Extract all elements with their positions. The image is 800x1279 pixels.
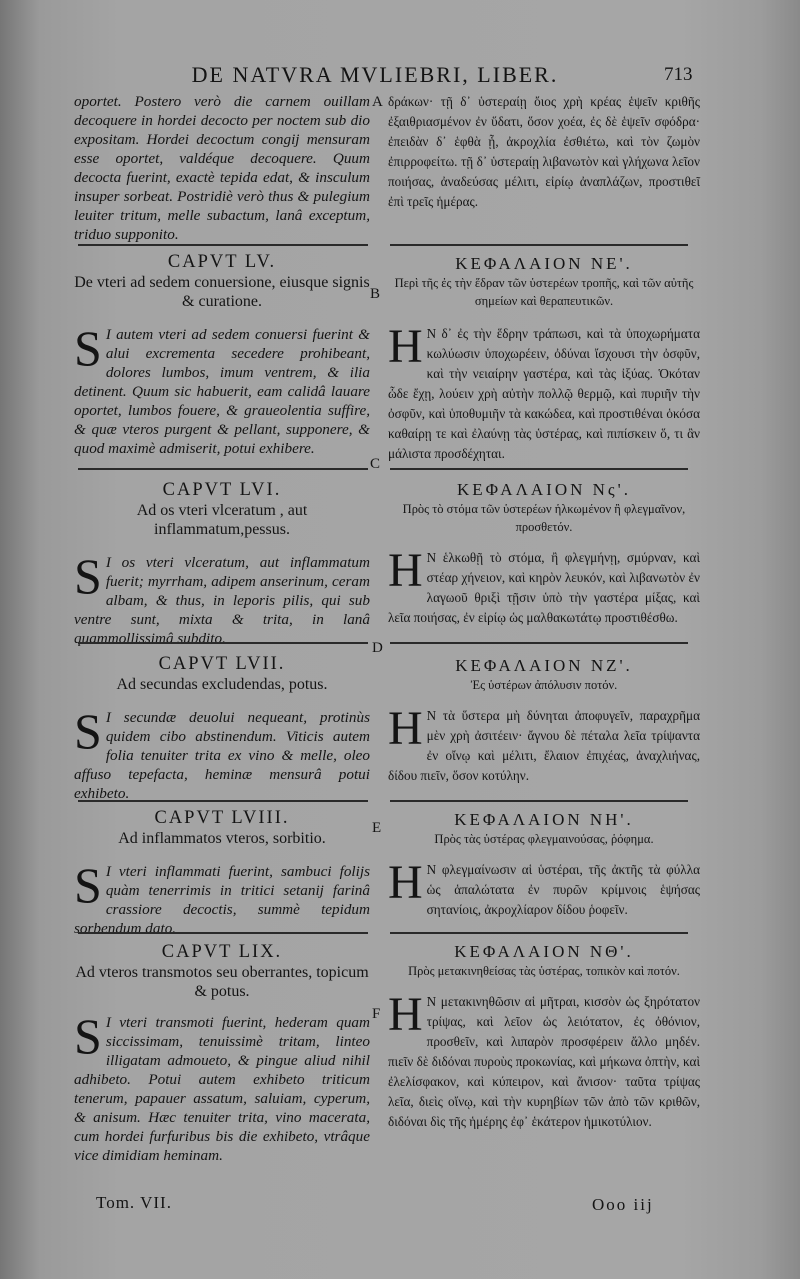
rule [78,932,368,934]
drop-cap: Η [388,320,423,373]
intro-greek-text: δράκων· τῇ δ᾽ ὑστεραίῃ ὄιος χρὴ κρέας ἑψεῖν κριθῆς ἐξαιθριασμένον ἐν ὕδατι, ὅσον χοέα, ἐς δὲ ἑψεῖν σφόδρα· ἐπειδὰν δ᾽ ἑφθὰ ᾖ, ἀκροχλία ἐσθιέτω, καὶ τὸν ζωμὸν ἐπιρροφείτω. τῇ δ᾽ ὑστεραίῃ λιβανωτὸν καὶ γλήχωνα λεῖον ποιήσας, ἀναδεύσας μέλιτι, εἰρίῳ ἀναπλάζων, προστιθεῖ ἐπὶ τρεῖς ἡμέρας. [388,94,700,209]
chapter-title: ΚΕΦΑΛΑΙΟΝ Νς'. [457,480,631,499]
section-marker-f: F [372,1006,381,1022]
section-marker-c: C [370,456,381,472]
chapter-subtitle: Ad vteros transmotos seu oberrantes, topicum & potus. [75,964,369,1000]
section-marker-d: D [372,640,383,656]
chapter-text: I vteri inflammati fuerint, sambuci folijs quàm tenerrimis in tritici setanij farinâ crassiore decoctis, summè tepidum sorbendum dato. [74,863,370,937]
rule [390,642,688,644]
rule [78,800,368,802]
chapter-subtitle: Ad os vteri vlceratum , aut inflammatum,pessus. [136,502,308,538]
chapter-title: CAPVT LVII. [158,654,286,674]
page-number: 713 [664,64,693,85]
chapter-subtitle: Ad inflammatos vteros, sorbitio. [118,830,326,847]
chapter-text: Ν δ᾽ ἐς τὴν ἕδρην τράπωσι, καὶ τὰ ὑποχωρήματα κωλύωσιν ὑποχωρέειν, ὀδύναι ἴσχουσι τὴν ὀσφῦν, καὶ τὴν νειαίρην γαστέρα, καὶ τὰς ἰξύας. Ὁκόταν ὧδε ἔχῃ, λούειν χρὴ αὐτὴν πολλῷ θερμῷ, καὶ πυριῆν τὴν ὀσφῦν, καὶ ὑποθυμιῆν τὰ κακώδεα, καὶ προστιθέναι ὁκόσα καθαίρῃ τε καὶ ἐλαύνῃ τὰς ὑστέρας, καὶ πιπίσκειν ὅ, τι ἂν μάλιστα προσδέχηται. [388,326,700,461]
rule [390,800,688,802]
rule [78,642,368,644]
rule [390,932,688,934]
drop-cap: Η [388,856,423,909]
intro-latin-text: oportet. Postero verò die carnem ouillam decoquere in hordei decocto per noctem sub dio expositam. Hordei decoctum congij mensuram esse oportet, valdéque decoquere. Quum decocta fuerint, exactè tepida edat, & insculum insuper sorbeat. Postridiè verò thus & pulegium leuiter tritum, melle subactum, lanâ exceptum, triduo supponito. [74,93,370,243]
chapter-body [388,856,700,920]
rule [390,244,688,246]
chapter-56-latin [74,480,370,648]
chapter-57-latin [74,654,370,803]
chapter-text: Ν ἑλκωθῇ τὸ στόμα, ἢ φλεγμήνῃ, σμύρναν, καὶ στέαρ χήνειον, καὶ κηρὸν λευκόν, καὶ λιβανωτὸν ἐν λαγωοῦ θριξὶ τῇσιν ὑπὸ τὴν γαστέρα μίξας, καὶ λεῖα ποιήσας, ἐν εἰρίῳ ὡς μαλθακωτάτῳ προστιθέσθω. [388,550,700,625]
chapter-body [74,548,370,648]
running-head: DE NATVRA MVLIEBRI, LIBER. [191,62,559,87]
chapter-subtitle: Πρὸς τὸ στόμα τῶν ὑστερέων ἡλκωμένον ἢ φλεγμαῖνον, προσθετόν. [402,502,686,534]
chapter-body [388,702,700,786]
chapter-subtitle: De vteri ad sedem conuersione, eiusque signis & curatione. [74,274,370,310]
chapter-text: I autem vteri ad sedem conuersi fuerint & alui excrementa secedere prohibeant, dolores lumbos, imum ventrem, & ilia detinent. Quum sic habuerit, eam calidâ lauare oportet, lumbos fouere, & graueolentia suffire, & quæ vteros purgent & pellant, supponere, & quod maximè admiserit, potui exhibere. [74,326,370,457]
chapter-text: I os vteri vlceratum, aut inflammatum fuerit; myrrham, adipem anserinum, ceram albam, & thus, in leporis pilis, qui sub ventre sunt, mixta & trita, in lanâ quammollissimâ subdito. [74,554,370,647]
chapter-body [74,703,370,803]
chapter-body [388,544,700,628]
chapter-body [74,857,370,938]
chapter-59-greek [388,942,700,1132]
chapter-subtitle: Πρὸς τὰς ὑστέρας φλεγμαινούσας, ῥόφημα. [434,832,654,846]
chapter-title: ΚΕΦΑΛΑΙΟΝ ΝΖ'. [455,656,633,675]
chapter-subtitle: Πρὸς μετακινηθείσας τὰς ὑστέρας, τοπικὸν καὶ ποτόν. [408,964,680,978]
rule [78,468,368,470]
chapter-body [388,988,700,1132]
chapter-title: CAPVT LIX. [161,942,283,962]
chapter-55-greek [388,254,700,464]
chapter-subtitle: Ἐς ὑστέρων ἀπόλυσιν ποτόν. [470,678,618,692]
chapter-subtitle: Περὶ τῆς ἐς τὴν ἕδραν τῶν ὑστερέων τροπῆς, καὶ τῶν αὐτῆς σημείων καὶ θεραπευτικῶν. [394,276,694,308]
chapter-57-greek [388,656,700,786]
drop-cap: Η [388,988,423,1041]
drop-cap: S [74,1008,102,1064]
chapter-58-greek [388,810,700,920]
rule [390,468,688,470]
chapter-55-latin [74,252,370,458]
drop-cap: S [74,548,102,604]
chapter-text: Ν τὰ ὕστερα μὴ δύνηται ἀποφυγεῖν, παραχρῆμα μὲν χρὴ ἀσιτέειν· ἄγνου δὲ πέταλα λεῖα τρίψαντα ἐν οἴνῳ καὶ μέλιτι, ἔλαιον ἐπιχέας, ἀναχλιήνας, δίδου πιεῖν, ὅσον κοτύλην. [388,708,700,783]
chapter-body [74,320,370,458]
chapter-59-latin [74,942,370,1165]
rule [78,244,368,246]
chapter-title: ΚΕΦΑΛΑΙΟΝ ΝΕ'. [455,254,633,273]
intro-greek [388,92,700,212]
chapter-body [388,320,700,464]
chapter-text: Ν φλεγμαίνωσιν αἱ ὑστέραι, τῆς ἀκτῆς τὰ φύλλα ὡς ἁπαλώτατα ἐν πυρῶν κρίμνοις ἑψήσας σητανίοις, ἀκροχλίαρον δίδου ῥοφεῖν. [426,862,700,917]
chapter-title: ΚΕΦΑΛΑΙΟΝ ΝΗ'. [454,810,634,829]
chapter-text: I vteri transmoti fuerint, hederam quam siccissimam, tenuissimè tritam, linteo illigatam admoueto, & pingue aliud nihil adhibeto. Potui autem exhibeto triticum tenerum, papauer assatum, saluiam, cyperum, & anisum. Hæc tenuiter trita, vino macerata, cum hordei furfuribus bis die exhibeto, vtrâque vice dimidiam heminam. [74,1014,370,1164]
chapter-58-latin [74,808,370,938]
chapter-subtitle: Ad secundas excludendas, potus. [116,676,328,693]
intro-latin [74,92,370,244]
chapter-title: CAPVT LVIII. [154,808,290,828]
chapter-text: I secundæ deuolui nequeant, protinùs quidem cibo abstinendum. Viticis autem folia tenuiter trita ex vino & melle, oleo affuso tepefacta, heminæ mensurâ potui exhibeto. [74,709,370,802]
chapter-title: ΚΕΦΑΛΑΙΟΝ ΝΘ'. [454,942,634,961]
drop-cap: S [74,703,102,759]
section-marker-a: A [372,94,383,110]
drop-cap: S [74,857,102,913]
drop-cap: Η [388,702,423,755]
drop-cap: Η [388,544,423,597]
volume-label: Tom. VII. [96,1193,172,1212]
chapter-title: CAPVT LV. [167,252,277,272]
section-marker-e: E [372,820,382,836]
chapter-text: Ν μετακινηθῶσιν αἱ μῆτραι, κισσὸν ὡς ξηρότατον τρίψας, καὶ λεῖον ὡς λειότατον, ἐς ὀθόνιον, προσθεῖν, καὶ λιπαρὸν προσφέρειν ἄλλο μηδέν. πιεῖν δὲ διδόναι πυροὺς προκωνίας, καὶ μήκωνα ὀπτὴν, καὶ ἐλελίσφακον, καὶ κύπειρον, καὶ ἄνισον· ταῦτα τρίψας λεῖα, διεὶς οἴνῳ, καὶ τὴν κυρηβίων τῶν ἀπὸ τῶν κριθῶν, διδόναι δὶς τῆς ἡμέρης ἐφ᾽ ἑκάτερον ἡμικοτύλιον. [388,994,700,1129]
signature-mark: Ooo iij [592,1195,654,1214]
drop-cap: S [74,320,102,376]
section-marker-b: B [370,286,381,302]
chapter-56-greek [388,480,700,628]
chapter-title: CAPVT LVI. [162,480,282,500]
chapter-body [74,1008,370,1165]
